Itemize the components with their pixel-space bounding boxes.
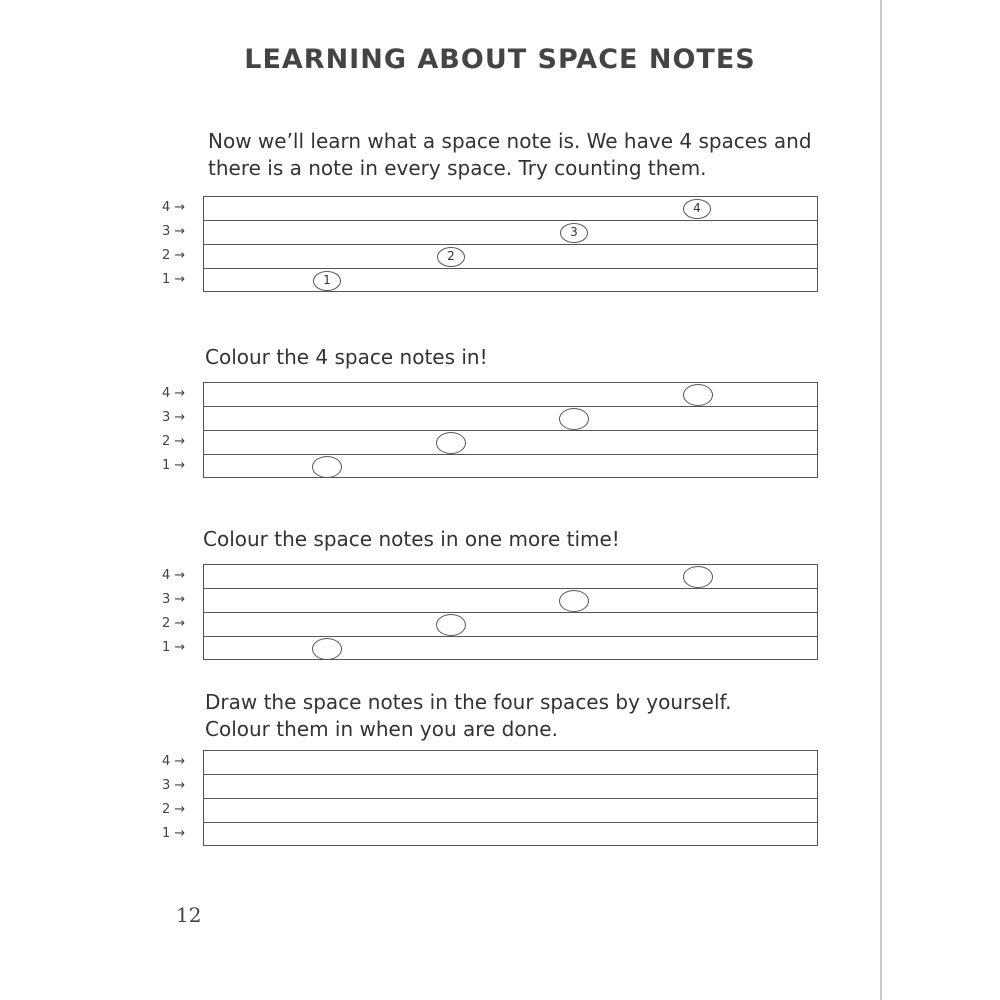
arrow-right-icon: → (174, 592, 186, 607)
staff-line (204, 220, 817, 221)
arrow-right-icon: → (174, 640, 186, 655)
arrow-right-icon: → (174, 224, 186, 239)
space-label-2: 2 → (162, 248, 186, 263)
arrow-right-icon: → (174, 248, 186, 263)
arrow-right-icon: → (174, 754, 186, 769)
space-label-4: 4 → (162, 200, 186, 215)
space-label-1: 1 → (162, 272, 186, 287)
space-labels-4 (162, 750, 204, 846)
staff-line (204, 268, 817, 269)
staff-line (204, 612, 817, 613)
arrow-right-icon: → (174, 434, 186, 449)
staff-line (204, 430, 817, 431)
arrow-right-icon: → (174, 802, 186, 817)
staff-3 (203, 564, 818, 660)
instruction-text-4 (205, 689, 731, 743)
space-label-2: 2 → (162, 802, 186, 817)
staff-line (204, 774, 817, 775)
space-label-2: 2 → (162, 434, 186, 449)
page-number: 12 (176, 903, 202, 927)
instruction-line: Colour the 4 space notes in! (205, 345, 488, 369)
staff-line (204, 244, 817, 245)
arrow-right-icon: → (174, 826, 186, 841)
arrow-right-icon: → (174, 778, 186, 793)
space-label-3: 3 → (162, 592, 186, 607)
space-label-1: 1 → (162, 826, 186, 841)
space-labels-1 (162, 196, 204, 292)
space-note-4[interactable] (683, 384, 713, 406)
instruction-text-3 (203, 526, 620, 553)
page-edge-divider (880, 0, 882, 1000)
staff-4[interactable] (203, 750, 818, 846)
staff-line (204, 636, 817, 637)
space-note-4: 4 (683, 199, 711, 219)
arrow-right-icon: → (174, 410, 186, 425)
space-labels-2 (162, 382, 204, 478)
space-labels-3 (162, 564, 204, 660)
arrow-right-icon: → (174, 616, 186, 631)
space-label-4: 4 → (162, 568, 186, 583)
space-note-2: 2 (437, 247, 465, 267)
space-label-4: 4 → (162, 754, 186, 769)
arrow-right-icon: → (174, 386, 186, 401)
page-title: LEARNING ABOUT SPACE NOTES (244, 44, 756, 75)
instruction-line: there is a note in every space. Try counting them. (208, 156, 707, 180)
arrow-right-icon: → (174, 568, 186, 583)
space-note-3: 3 (560, 223, 588, 243)
arrow-right-icon: → (174, 272, 186, 287)
instruction-line: Colour the space notes in one more time! (203, 527, 620, 551)
staff-line (204, 588, 817, 589)
instruction-line: Draw the space notes in the four spaces by yourself. (205, 690, 732, 714)
space-note-2[interactable] (436, 432, 466, 454)
instruction-line: Colour them in when you are done. (205, 717, 558, 741)
instruction-text-1 (208, 128, 812, 182)
arrow-right-icon: → (174, 458, 186, 473)
space-note-3[interactable] (559, 408, 589, 430)
staff-line (204, 798, 817, 799)
staff-1 (203, 196, 818, 292)
instruction-line: Now we’ll learn what a space note is. We have 4 spaces and (208, 129, 812, 153)
space-label-3: 3 → (162, 224, 186, 239)
space-note-2[interactable] (436, 614, 466, 636)
staff-line (204, 406, 817, 407)
space-note-1[interactable] (312, 456, 342, 478)
staff-line (204, 454, 817, 455)
arrow-right-icon: → (174, 200, 186, 215)
space-label-3: 3 → (162, 410, 186, 425)
space-note-3[interactable] (559, 590, 589, 612)
space-label-1: 1 → (162, 640, 186, 655)
space-label-1: 1 → (162, 458, 186, 473)
space-label-2: 2 → (162, 616, 186, 631)
space-label-4: 4 → (162, 386, 186, 401)
space-note-4[interactable] (683, 566, 713, 588)
space-note-1[interactable] (312, 638, 342, 660)
instruction-text-2 (205, 344, 488, 371)
space-note-1: 1 (313, 271, 341, 291)
staff-line (204, 822, 817, 823)
space-label-3: 3 → (162, 778, 186, 793)
staff-2 (203, 382, 818, 478)
